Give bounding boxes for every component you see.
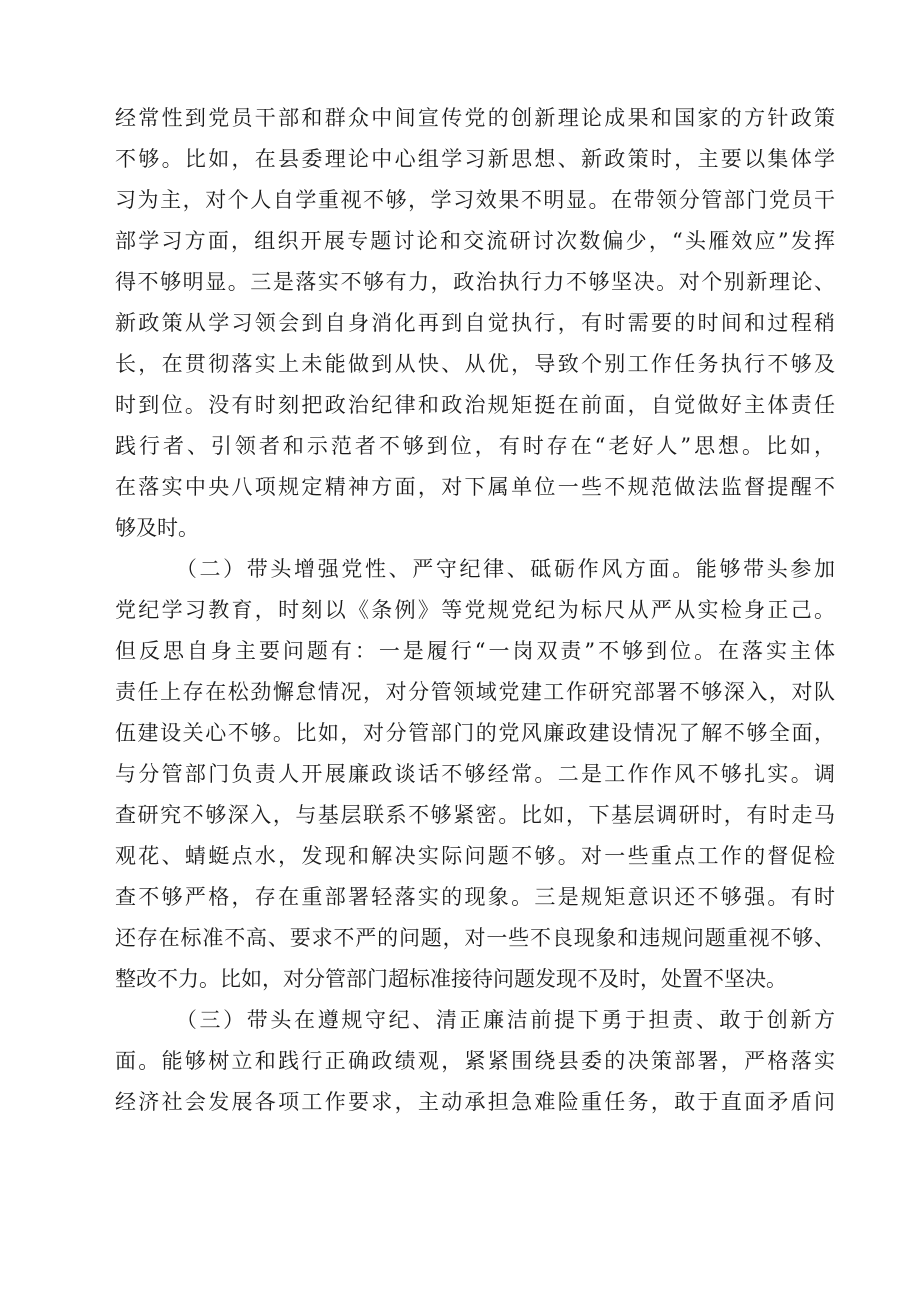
text-line: 但反思自身主要问题有：一是履行“一岗双责”不够到位。在落实主体	[115, 639, 835, 663]
text-line: 经济社会发展各项工作要求，主动承担急难险重任务，敢于直面矛盾问	[115, 1090, 835, 1114]
text-line: （三）带头在遵规守纪、清正廉洁前提下勇于担责、敢于创新方	[175, 1008, 835, 1032]
paragraph	[115, 1000, 835, 1123]
text-line: 践行者、引领者和示范者不够到位，有时存在“老好人”思想。比如，	[115, 434, 835, 458]
text-line: 在落实中央八项规定精神方面，对下属单位一些不规范做法监督提醒不	[115, 475, 835, 499]
text-line: 查不够严格，存在重部署轻落实的现象。三是规矩意识还不够强。有时	[115, 885, 835, 909]
text-line: 习为主，对个人自学重视不够，学习效果不明显。在带领分管部门党员干	[115, 188, 835, 212]
text-line: 经常性到党员干部和群众中间宣传党的创新理论成果和国家的方针政策	[115, 106, 835, 130]
text-line: 面。能够树立和践行正确政绩观，紧紧围绕县委的决策部署，严格落实	[115, 1049, 835, 1073]
paragraph	[115, 549, 835, 1000]
text-line: 时到位。没有时刻把政治纪律和政治规矩挺在前面，自觉做好主体责任	[115, 393, 835, 417]
text-line: 不够。比如，在县委理论中心组学习新思想、新政策时，主要以集体学	[115, 147, 835, 171]
text-line: 观花、蜻蜓点水，发现和解决实际问题不够。对一些重点工作的督促检	[115, 844, 835, 868]
text-line: 够及时。	[115, 516, 199, 540]
text-line: 整改不力。比如，对分管部门超标准接待问题发现不及时，处置不坚决。	[115, 967, 787, 991]
text-line: 新政策从学习领会到自身消化再到自觉执行，有时需要的时间和过程稍	[115, 311, 835, 335]
paragraph	[115, 98, 835, 549]
text-line: 查研究不够深入，与基层联系不够紧密。比如，下基层调研时，有时走马	[115, 803, 835, 827]
text-line: 还存在标准不高、要求不严的问题，对一些不良现象和违规问题重视不够、	[115, 926, 835, 950]
body-text	[115, 98, 835, 1123]
text-line: 长，在贯彻落实上未能做到从快、从优，导致个别工作任务执行不够及	[115, 352, 835, 376]
text-line: 伍建设关心不够。比如，对分管部门的党风廉政建设情况了解不够全面，	[115, 721, 835, 745]
text-line: 责任上存在松劲懈怠情况，对分管领域党建工作研究部署不够深入，对队	[115, 680, 835, 704]
text-line: 与分管部门负责人开展廉政谈话不够经常。二是工作作风不够扎实。调	[115, 762, 835, 786]
text-line: 党纪学习教育，时刻以《条例》等党规党纪为标尺从严从实检身正己。	[115, 598, 835, 622]
text-line: （二）带头增强党性、严守纪律、砥砺作风方面。能够带头参加	[175, 557, 835, 581]
text-line: 部学习方面，组织开展专题讨论和交流研讨次数偏少，“头雁效应”发挥	[115, 229, 835, 253]
text-line: 得不够明显。三是落实不够有力，政治执行力不够坚决。对个别新理论、	[115, 270, 835, 294]
